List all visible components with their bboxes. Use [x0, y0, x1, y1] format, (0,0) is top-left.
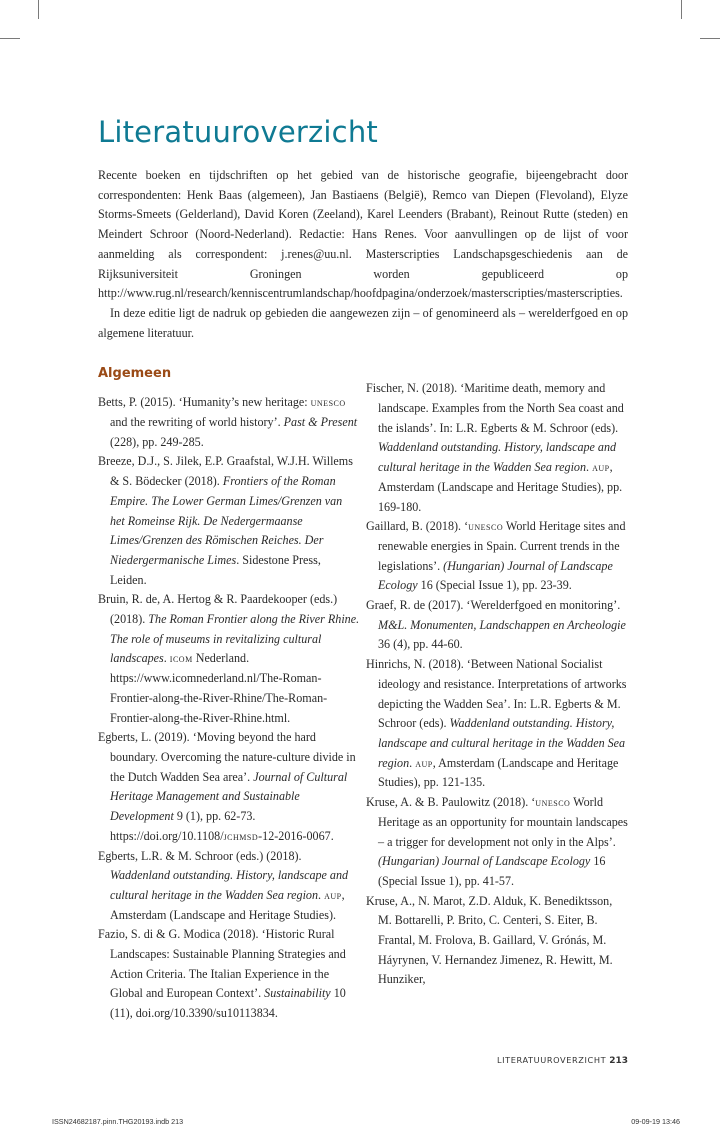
page-number: 213 [609, 1055, 628, 1066]
reference-pre: Breeze, D.J., S. Jilek, E.P. Graafstal, W.J.H. Willems & S. Bödecker (2018). [98, 454, 353, 489]
reference-entry [366, 892, 628, 991]
reference-post: 16 (Special Issue 1), pp. 23-39. [417, 578, 572, 593]
slug-filename: ISSN24682187.pinn.THG20193.indb 213 [52, 1116, 184, 1126]
reference-pre: Egberts, L.R. & M. Schroor (eds.) (2018). [98, 848, 302, 863]
reference-sc: jchmsd [223, 828, 259, 843]
reference-entry [366, 379, 628, 517]
right-column [366, 365, 628, 990]
reference-post: , Amsterdam (Landscape and Heritage Studies), pp. 169-180. [378, 460, 623, 514]
crop-mark [681, 0, 682, 19]
reference-post: . Sidestone Press, Leiden. [110, 552, 321, 587]
reference-post: 10 (11), doi.org/10.3390/su10113834. [110, 986, 346, 1021]
crop-mark [700, 38, 720, 39]
reference-entry [98, 590, 360, 728]
reference-pre: Egberts, L. (2019). ‘Moving beyond the hard boundary. Overcoming the nature-culture divide in the Dutch Wadden Sea area’. [98, 730, 356, 784]
reference-pre: Bruin, R. de, A. Hertog & R. Paardekooper (eds.) (2018). [98, 592, 338, 627]
reference-sc: unesco [535, 795, 571, 810]
reference-columns [98, 365, 628, 1024]
reference-pre: Graef, R. de (2017). ‘Werelderfgoed en monitoring’. [366, 598, 621, 613]
reference-pre: Kruse, A. & B. Paulowitz (2018). ‘ [366, 795, 536, 810]
reference-ital: Waddenland outstanding. History, landscape and cultural heritage in the Wadden Sea region [378, 716, 626, 770]
reference-entry [98, 728, 360, 846]
reference-ital: M&L. Monumenten, Landschappen en Archeologie [378, 617, 626, 632]
reference-entry [366, 655, 628, 793]
intro-paragraph: Recente boeken en tijdschriften op het gebied van de historische geografie, bijeengebracht door correspondenten: Henk Baas (algemeen), Jan Bastiaens (België), Remco van Diepen (Flevoland), Elyze Storms-Smeets (Gelderland), David Koren (Zeeland), Karel Leenders (Brabant), Reinout Rutte (steden) en Meindert Schroor (Noord-Nederland). Redactie: Hans Renes. Voor aanvullingen op de lijst of voor aanmelding als correspondent: j.renes@uu.nl. Masterscripties Landschapsgeschiedenis aan de Rijksuniversiteit Groningen worden gepubliceerd op http://www.rug.nl/research/kenniscentrumlandschap/hoofdpagina/onderzoek/masterscripties/masterscripties. [98, 168, 628, 301]
reference-pre: Betts, P. (2015). ‘Humanity’s new heritage: [98, 395, 311, 410]
section-heading: Algemeen [98, 366, 172, 382]
crop-mark [38, 0, 39, 19]
reference-post: -12-2016-0067. [258, 828, 334, 843]
reference-entry [366, 793, 628, 892]
crop-mark [0, 38, 20, 39]
reference-post: 9 (1), pp. 62-73. https://doi.org/10.1108/ [110, 809, 256, 843]
reference-post: Nederland. https://www.icomnederland.nl/The-Roman-Frontier-along-the-River-Rhine/The-Roman-Frontier-along-the-River-Rhine.html. [110, 651, 328, 725]
reference-mid: and the rewriting of world history’. [110, 415, 284, 430]
reference-mid: World Heritage as an opportunity for mountain landscapes – a trigger for development not only in the Alps’. [378, 795, 628, 849]
reference-mid: . [163, 651, 170, 666]
reference-ital: (Hungarian) Journal of Landscape Ecology [378, 558, 613, 593]
page-content [98, 0, 628, 1067]
running-footer [98, 1054, 628, 1067]
reference-pre: Hinrichs, N. (2018). ‘Between National Socialist ideology and resistance. Interpretations of artworks depicting the Wadden Sea’. In: L.R. Egberts & M. Schroor (eds). [366, 657, 627, 731]
reference-ital: Frontiers of the Roman Empire. The Lower German Limes/Grenzen van het Romeinse Rijk. De Nedergermaanse Limes/Grenzen des Römischen Reiches. Der Niedergermanische Limes [110, 474, 343, 567]
reference-pre: Fazio, S. di & G. Modica (2018). ‘Historic Rural Landscapes: Sustainable Planning Strategies and Action Criteria. The Italian Experience in the Global and European Context’. [98, 927, 346, 1001]
reference-ital: Waddenland outstanding. History, landscape and cultural heritage in the Wadden Sea region [378, 440, 617, 475]
reference-sc: icom [169, 651, 193, 666]
reference-mid: . [318, 887, 325, 902]
reference-mid: . [409, 755, 416, 770]
reference-sc: aup [592, 460, 610, 475]
reference-ital: Past & Present [283, 415, 358, 430]
reference-pre: Kruse, A., N. Marot, Z.D. Alduk, K. Benediktsson, M. Bottarelli, P. Brito, C. Centeri, S. Eiter, B. Frantal, M. Frolova, B. Gaillard, V. Grónás, M. Háyrynen, V. Hernandez Jimenez, R. Hewitt, M. Hunziker, [366, 893, 613, 987]
reference-ital: Journal of Cultural Heritage Management and Sustainable Development [110, 769, 348, 824]
reference-post: 16 (Special Issue 1), pp. 41-57. [378, 854, 606, 888]
reference-post: 36 (4), pp. 44-60. [378, 637, 463, 652]
reference-list [366, 379, 628, 990]
reference-entry [98, 925, 360, 1024]
slug-row [52, 1117, 680, 1127]
running-footer-label: LITERATUUROVERZICHT [496, 1054, 607, 1065]
reference-sc: unesco [310, 395, 346, 410]
reference-sc: aup [324, 887, 342, 902]
reference-entry [366, 596, 628, 655]
reference-entry [98, 452, 360, 590]
reference-ital: The Roman Frontier along the River Rhine. The role of museums in revitalizing cultural landscapes [110, 612, 360, 666]
reference-entry [98, 847, 360, 926]
reference-mid: World Heritage sites and renewable energies in Spain. Current trends in the legislations’. [378, 519, 626, 573]
page-title: Literatuuroverzicht [98, 115, 378, 149]
reference-entry [366, 517, 628, 596]
reference-post: (228), pp. 249-285. [110, 434, 204, 449]
reference-post: , Amsterdam (Landscape and Heritage Studies). [110, 887, 345, 922]
reference-sc: unesco [468, 519, 504, 534]
reference-pre: Gaillard, B. (2018). ‘ [366, 519, 469, 534]
reference-ital: Waddenland outstanding. History, landscape and cultural heritage in the Wadden Sea region [110, 868, 349, 902]
left-column [98, 365, 360, 1024]
reference-list [98, 393, 360, 1024]
intro-text [98, 166, 628, 343]
reference-pre: Fischer, N. (2018). ‘Maritime death, memory and landscape. Examples from the North Sea coast and the islands’. In: L.R. Egberts & M. Schroor (eds). [366, 381, 624, 435]
slug-date: 09-09-19 13:46 [631, 1116, 680, 1126]
reference-mid: . [586, 460, 593, 475]
reference-ital: Sustainability [264, 986, 331, 1001]
intro-paragraph: In deze editie ligt de nadruk op gebieden die aangewezen zijn – of genomineerd als – werelderfgoed en op algemene literatuur. [98, 305, 628, 340]
reference-entry [98, 393, 360, 452]
reference-sc: aup [415, 755, 433, 770]
reference-post: , Amsterdam (Landscape and Heritage Studies), pp. 121-135. [378, 755, 619, 790]
reference-ital: (Hungarian) Journal of Landscape Ecology [378, 854, 591, 869]
